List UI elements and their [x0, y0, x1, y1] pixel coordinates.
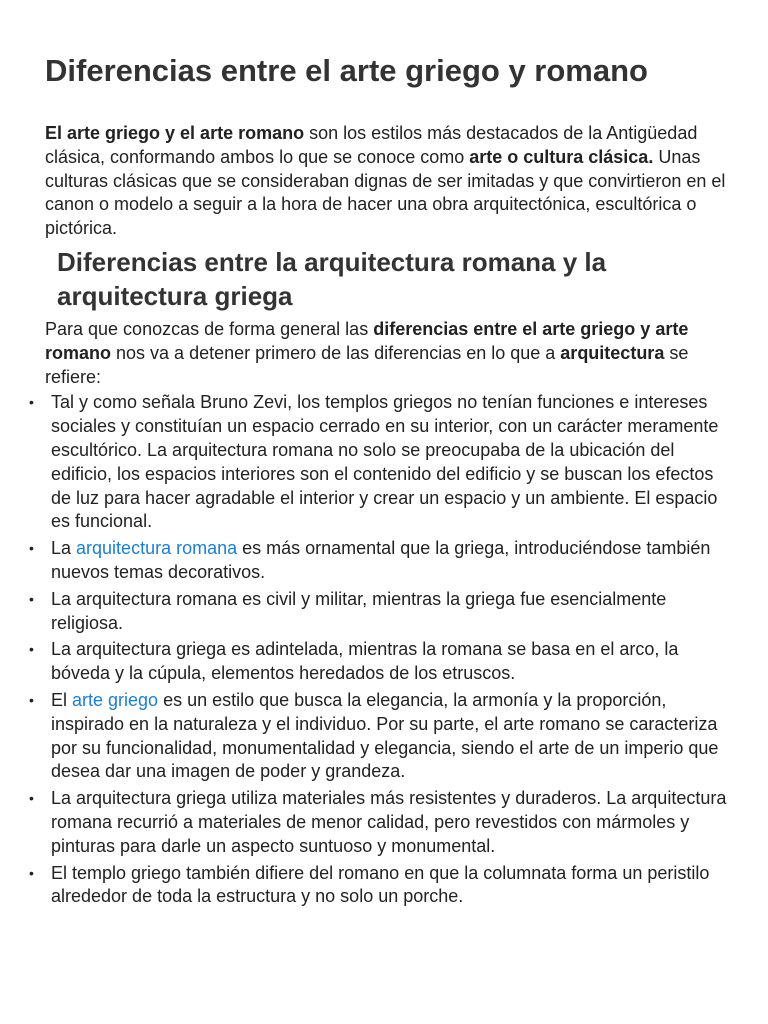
intro-paragraph: [45, 122, 728, 241]
intro-bold-2: arte o cultura clásica.: [469, 146, 654, 167]
list-item-text: La arquitectura griega es adintelada, mientras la romana se basa en el arco, la bóveda y la cúpula, elementos heredados de los etruscos.: [51, 639, 679, 684]
list-item: [29, 862, 728, 910]
differences-list: [29, 391, 728, 909]
list-item-text: La arquitectura romana es civil y militar, mientras la griega fue esencialmente religiosa.: [51, 588, 667, 633]
list-item-text-pre: La: [51, 538, 77, 559]
bullet-icon: •: [29, 394, 34, 411]
list-item-text: Tal y como señala Bruno Zevi, los templos griegos no tenían funciones e intereses sociales y constituían un espacio cerrado en su interior, con un carácter meramente escultórico. La arquitectura romana no solo se preocupaba de la ubicación del edificio, los espacios interiores son el contenido del edificio y se buscan los efectos de luz para hacer agradable el interior y crear un espacio y un ambiente. El espacio es funcional.: [51, 392, 719, 532]
bullet-icon: •: [29, 540, 34, 557]
list-item-text-post: es un estilo que busca la elegancia, la armonía y la proporción, inspirado en la naturaleza y el individuo. Por su parte, el arte romano se caracteriza por su funcionalidad, monumentalidad y elegancia, siendo el arte de un imperio que desea dar una imagen de poder y grandeza.: [51, 689, 719, 782]
bullet-icon: •: [29, 691, 34, 708]
bullet-icon: •: [29, 864, 34, 881]
arquitectura-romana-link[interactable]: arquitectura romana: [76, 538, 238, 559]
list-item: [29, 537, 728, 585]
list-item-text-pre: El: [51, 689, 73, 710]
list-item: [29, 638, 728, 686]
section-heading: Diferencias entre la arquitectura romana y la arquitectura griega: [57, 246, 607, 311]
arte-griego-link[interactable]: arte griego: [72, 689, 159, 710]
intro-text-2: Unas culturas clásicas que se consideraban dignas de ser imitadas y que convirtieron en el canon o modelo a seguir a la hora de hacer una obra arquitectónica, escultórica o pictórica.: [45, 146, 726, 239]
intro-text-1: son los estilos más destacados de la Antigüedad clásica, conformando ambos lo que se conoce como: [45, 123, 698, 167]
page-title: Diferencias entre el arte griego y romano: [45, 53, 648, 88]
lead-text-3: se refiere:: [45, 342, 689, 387]
bullet-icon: •: [29, 590, 34, 607]
lead-paragraph: [45, 318, 728, 389]
lead-text-2: nos va a detener primero de las diferencias en lo que a: [111, 342, 561, 363]
list-item-text: La arquitectura griega utiliza materiales más resistentes y duraderos. La arquitectura romana recurrió a materiales de menor calidad, pero revestidos con mármoles y pinturas para darle un aspecto suntuoso y monumental.: [51, 788, 727, 856]
intro-bold-1: El arte griego y el arte romano: [45, 123, 305, 143]
lead-bold-2: arquitectura: [560, 342, 665, 363]
list-item: [29, 391, 728, 534]
lead-text-1: Para que conozcas de forma general las: [45, 318, 374, 339]
list-item: [29, 588, 728, 636]
list-item: [29, 689, 728, 784]
bullet-icon: •: [29, 641, 34, 658]
lead-bold-1: diferencias entre el arte griego y arte romano: [45, 318, 689, 363]
list-item-text: El templo griego también difiere del romano en que la columnata forma un peristilo alrededor de toda la estructura y no solo un porche.: [51, 862, 710, 907]
list-item: [29, 787, 728, 858]
list-item-text-post: es más ornamental que la griega, introduciéndose también nuevos temas decorativos.: [51, 538, 711, 582]
bullet-icon: •: [29, 790, 34, 807]
